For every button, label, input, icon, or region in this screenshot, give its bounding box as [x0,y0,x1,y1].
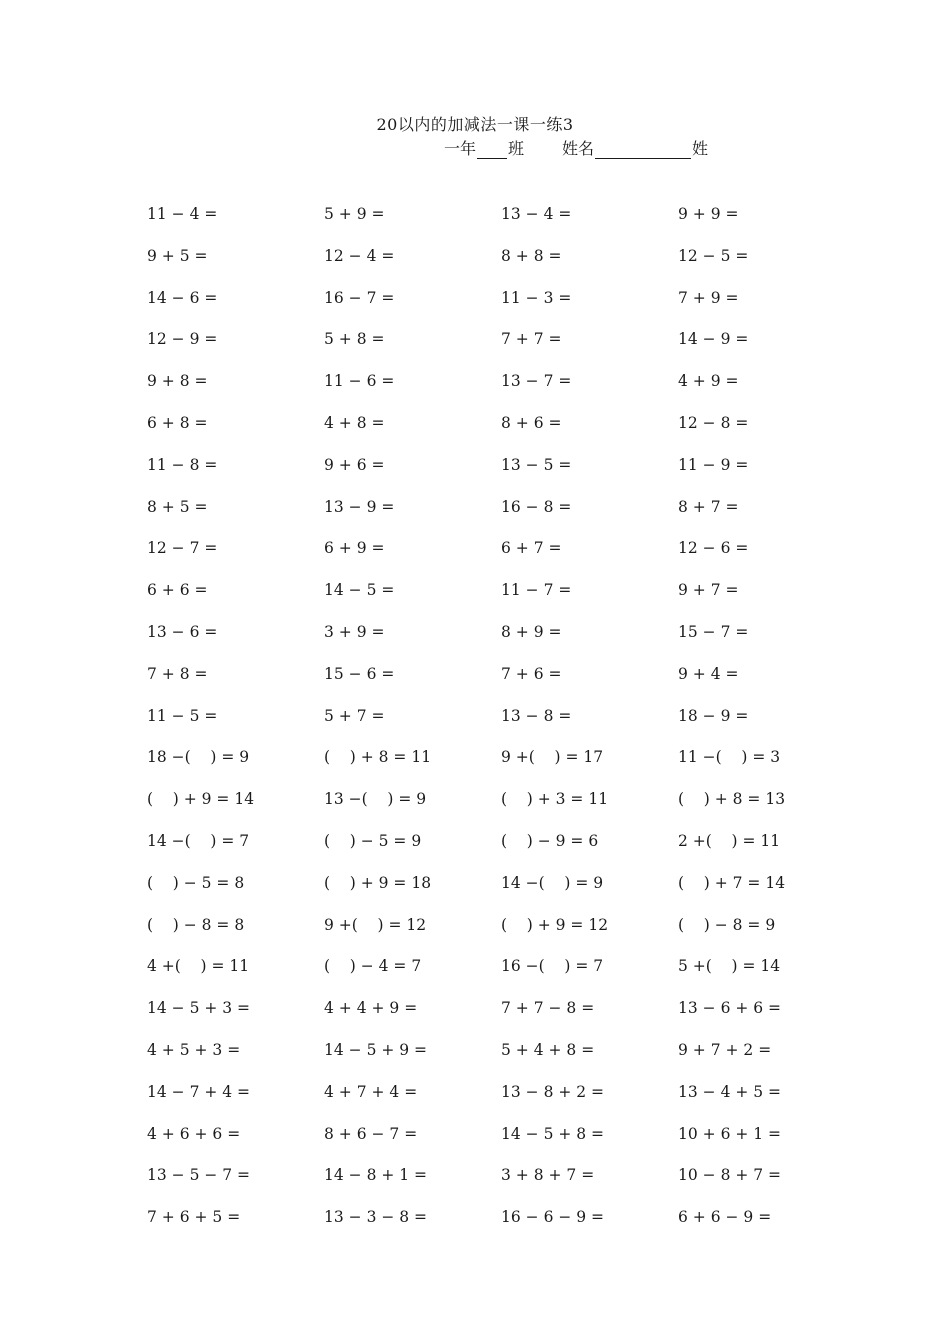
problem-cell: 9 +( ) = 17 [501,748,604,767]
problem-cell: 18 − 9 = [678,706,749,725]
problem-cell: 14 − 8 + 1 = [324,1166,428,1185]
problem-cell: 14 −( ) = 7 [147,831,250,850]
problem-cell: 14 − 5 + 8 = [501,1124,605,1143]
problem-cell: 13 − 4 = [501,205,572,223]
problem-cell: ( ) + 9 = 14 [147,790,255,809]
grade-label: 一年 [444,139,477,158]
problem-cell: 14 − 5 = [324,581,395,600]
problem-cell: ( ) − 9 = 6 [501,831,599,850]
problem-cell: 4 + 8 = [324,413,385,432]
problem-cell: 10 + 6 + 1 = [678,1124,782,1143]
problem-cell: 12 − 6 = [678,539,749,558]
problem-cell: 7 + 7 = [501,330,562,349]
problem-cell: 12 − 7 = [147,539,218,558]
problem-cell: 9 + 8 = [147,372,208,391]
problem-cell: 9 + 6 = [324,455,385,474]
problem-cell: 12 − 4 = [324,246,395,265]
problem-cell: 12 − 5 = [678,246,749,265]
problem-cell: 9 + 7 = [678,581,739,600]
problem-cell: 9 + 5 = [147,246,208,265]
problem-cell: 6 + 7 = [501,539,562,558]
problem-cell: 4 + 9 = [678,372,739,391]
problem-cell: 14 − 9 = [678,330,749,349]
problem-cell: 13 − 3 − 8 = [324,1208,428,1227]
problem-cell: 6 + 8 = [147,413,208,432]
problem-cell: 11 − 6 = [324,372,395,391]
problem-cell: 14 − 5 + 9 = [324,1040,428,1059]
problem-cell: ( ) + 9 = 12 [501,915,609,934]
problem-cell: ( ) + 8 = 13 [678,790,786,809]
problem-cell: 13 − 6 = [147,622,218,641]
problem-cell: 13 − 5 − 7 = [147,1166,251,1185]
problem-cell: 5 + 9 = [324,205,385,223]
student-info-line [444,136,708,159]
problem-cell: 9 + 9 = [678,205,739,223]
class-blank[interactable] [477,140,507,159]
problem-cell: 13 − 7 = [501,372,572,391]
problem-cell: 16 −( ) = 7 [501,957,604,976]
problem-cell: 16 − 8 = [501,497,572,516]
problem-cell: ( ) − 4 = 7 [324,957,422,976]
problem-cell: 3 + 8 + 7 = [501,1166,595,1185]
problem-cell: 4 + 7 + 4 = [324,1082,418,1101]
problem-cell: 5 +( ) = 14 [678,957,781,976]
problem-cell: 4 + 4 + 9 = [324,999,418,1018]
problem-cell: 13 − 9 = [324,497,395,516]
problem-cell: 6 + 6 − 9 = [678,1208,772,1227]
problem-cell: 8 + 6 − 7 = [324,1124,418,1143]
problem-cell: 14 − 6 = [147,288,218,307]
problem-cell: 11 − 3 = [501,288,572,307]
problem-cell: 11 − 4 = [147,205,218,223]
problem-cell: 9 + 7 + 2 = [678,1040,772,1059]
problem-cell: 5 + 7 = [324,706,385,725]
problem-cell: 9 +( ) = 12 [324,915,427,934]
problem-cell: ( ) − 8 = 9 [678,915,776,934]
problem-cell: 16 − 6 − 9 = [501,1208,605,1227]
problem-cell: 13 −( ) = 9 [324,790,427,809]
problem-cell: 13 − 4 + 5 = [678,1082,782,1101]
problem-cell: 14 − 5 + 3 = [147,999,251,1018]
problem-cell: 10 − 8 + 7 = [678,1166,782,1185]
problem-cell: 11 − 7 = [501,581,572,600]
problem-cell: 13 − 5 = [501,455,572,474]
problem-cell: 4 +( ) = 11 [147,957,250,976]
class-label: 班 [508,139,525,158]
problem-cell: ( ) − 8 = 8 [147,915,245,934]
problem-cell: 6 + 6 = [147,581,208,600]
problem-cell: ( ) + 3 = 11 [501,790,609,809]
problem-cell: 7 + 6 + 5 = [147,1208,241,1227]
problem-cell: 15 − 6 = [324,664,395,683]
problem-cell: 14 − 7 + 4 = [147,1082,251,1101]
problem-cell: 8 + 8 = [501,246,562,265]
name-suffix: 姓 [692,139,709,158]
problem-cell: 13 − 6 + 6 = [678,999,782,1018]
problem-cell: 8 + 5 = [147,497,208,516]
problem-cell: 7 + 7 − 8 = [501,999,595,1018]
problem-cell: 11 − 9 = [678,455,749,474]
problem-cell: ( ) + 9 = 18 [324,873,432,892]
problem-cell: 8 + 9 = [501,622,562,641]
problem-cell: 4 + 5 + 3 = [147,1040,241,1059]
problem-cell: 4 + 6 + 6 = [147,1124,241,1143]
problem-cell: ( ) − 5 = 9 [324,831,422,850]
problem-cell: 5 + 4 + 8 = [501,1040,595,1059]
problem-cell: 11 − 5 = [147,706,218,725]
name-label: 姓名 [562,139,595,158]
problem-cell: ( ) + 8 = 11 [324,748,432,767]
problem-cell: 11 − 8 = [147,455,218,474]
problem-cell: 7 + 9 = [678,288,739,307]
worksheet-title: 20以内的加减法一课一练3 [376,115,574,134]
problem-cell: 18 −( ) = 9 [147,748,250,767]
problem-cell: 11 −( ) = 3 [678,748,781,767]
problem-cell: 2 +( ) = 11 [678,831,781,850]
problem-cell: 5 + 8 = [324,330,385,349]
problem-cell: 12 − 9 = [147,330,218,349]
problem-cell: 13 − 8 + 2 = [501,1082,605,1101]
problem-cell: 7 + 6 = [501,664,562,683]
problem-cell: 12 − 8 = [678,413,749,432]
problem-cell: 13 − 8 = [501,706,572,725]
problem-cell: 16 − 7 = [324,288,395,307]
problem-cell: 8 + 7 = [678,497,739,516]
problem-cell: 15 − 7 = [678,622,749,641]
problem-cell: 14 −( ) = 9 [501,873,604,892]
problem-cell: 9 + 4 = [678,664,739,683]
problem-cell: 8 + 6 = [501,413,562,432]
problem-cell: 6 + 9 = [324,539,385,558]
problem-cell: ( ) + 7 = 14 [678,873,786,892]
problem-cell: ( ) − 5 = 8 [147,873,245,892]
problem-cell: 3 + 9 = [324,622,385,641]
name-blank[interactable] [595,140,691,159]
problem-cell: 7 + 8 = [147,664,208,683]
problem-grid [147,200,867,1245]
